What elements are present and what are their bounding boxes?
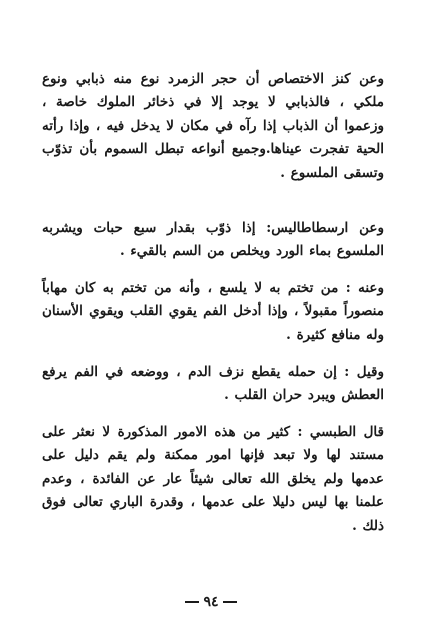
paragraph-emerald-types: وعن كنز الاختصاص أن حجر الزمرد نوع منه ذبابي ونوع ملكي ، فالذبابي لا يوجد إلا في ذخائر الملوك خاصة ، وزعموا أن الذباب إذا رآه في مكان لا يدخل فيه ، وإذا رأته الحية تفجرت عيناها.وجميع أنواعه تبطل السموم بأن تذوّب وتسقى الملسوع .	[42, 70, 384, 181]
footer-dash-left	[185, 601, 199, 603]
paragraph-tabasi: قال الطبسي : كثير من هذه الامور المذكورة لا نعثر على مستند لها ولا تبعد فإنها امور ممكنة ولم يقم دليل على عدمها ولم يخلق الله تعالى شيئاً عار عن الفائدة ، وعدم علمنا بها ليس دليلا على عدمها ، وقدرة الباري تعالى فوق ذلك .	[42, 423, 384, 534]
page-footer	[0, 594, 422, 610]
paragraph-aristotle: وعن ارسطاطاليس: إذا ذوّب بقدار سبع حبات ويشربه الملسوع بماء الورد ويخلص من السم بالقيء .	[42, 219, 384, 259]
page-number: ٩٤	[203, 594, 219, 610]
footer-dash-right	[223, 601, 237, 603]
paragraph-ring-wearer: وعنه : من تختم به لا يلسع ، وأنه من تختم به كان مهاباً منصوراً مقبولاً ، وإذا أدخل الفم يقوي القلب ويقوي الأسنان وله منافع كثيرة .	[42, 279, 384, 343]
paragraph-bleeding: وقيل : إن حمله يقطع نزف الدم ، ووضعه في الفم يرفع العطش ويبرد حران القلب .	[42, 363, 384, 403]
